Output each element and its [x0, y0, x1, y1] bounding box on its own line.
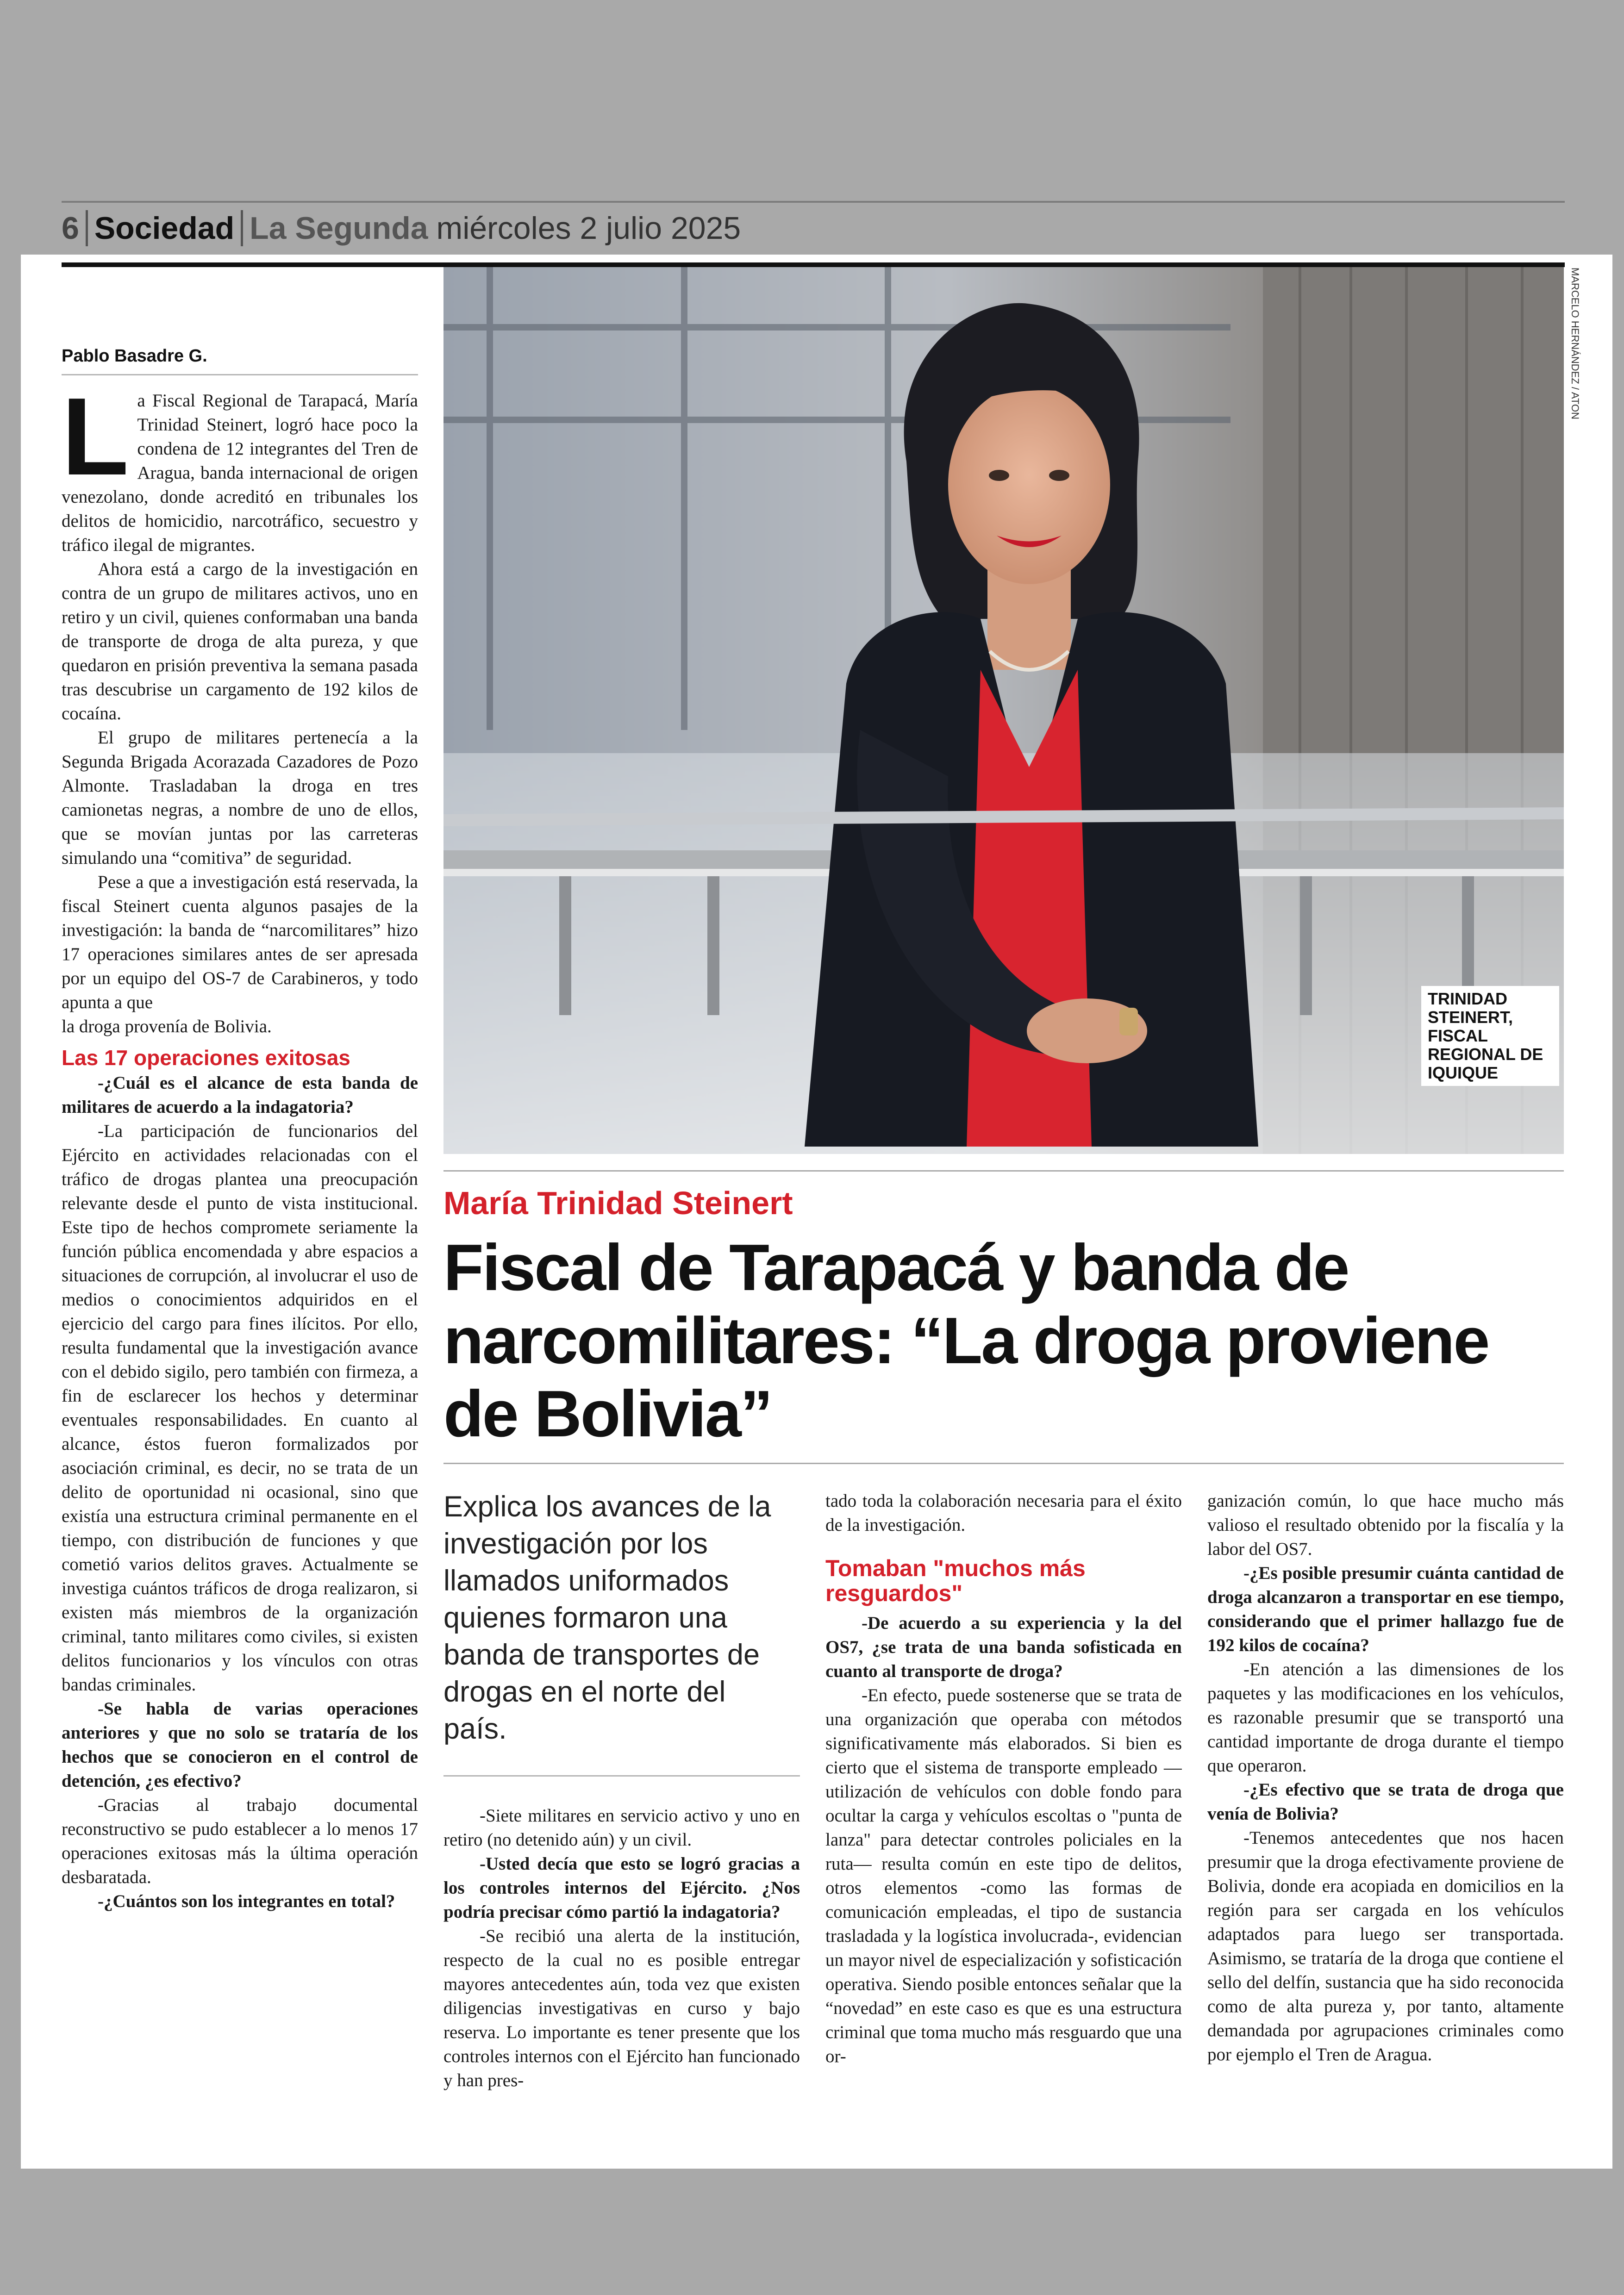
folio-header	[62, 207, 1565, 249]
answer-continued: ganización común, lo que hace mucho más valioso el resultado obtenido por la fiscalía y la labor del OS7.	[1207, 1491, 1564, 1559]
photo-caption: TRINIDAD STEINERT, FISCAL REGIONAL DE IQUIQUE	[1421, 986, 1559, 1086]
answer: -Siete militares en servicio activo y uno en retiro (no detenido aún) y un civil.	[443, 1806, 800, 1850]
subheading: Las 17 operaciones exitosas	[62, 1046, 350, 1070]
portrait-illustration	[443, 267, 1564, 1154]
paragraph: Ahora está a cargo de la investigación en contra de un grupo de militares activos, uno en retiro y un civil, quienes conformaban una banda de transporte de droga de alta pureza, y que quedaron en prisión preventiva la semana pasada tras descubrise un cargamento de 192 kilos de cocaína.	[62, 559, 418, 723]
kicker: María Trinidad Steinert	[443, 1185, 793, 1221]
dek-rule	[443, 1775, 800, 1777]
page-top-rule	[62, 262, 1565, 267]
column-2	[443, 1804, 800, 2128]
headline: Fiscal de Tarapacá y banda de narcomilitares: “La droga proviene de Bolivia”	[443, 1231, 1489, 1451]
dek: Explica los avances de la investigación por los llamados uniformados quienes formaron una banda de transportes de drogas en el norte del país.	[443, 1491, 771, 1745]
photo-credit: MARCELO HERNÁNDEZ / ATON	[1569, 268, 1581, 420]
answer: -En efecto, puede sostenerse que se trata de una organización que operaba con métodos significativamente más elaborados. Si bien es cierto que el sistema de transporte empleado —utilización de vehículos con doble fondo para ocultar la carga y vehículos escoltas o "punta de lanza" para detectar controles policiales en la ruta— resulta común en este tipo de delitos, otros elementos -como las formas de comunicación empleadas, el tipo de sustancia trasladada y la logística involucrada-, evidencian un mayor nivel de especialización y sofisticación operativa. Siendo posible entonces señalar que la “novedad” en este caso es que es una estructura criminal que toma mucho más resguardo que una or-	[825, 1685, 1182, 2066]
folio-separator	[241, 210, 243, 246]
question: -Usted decía que esto se logró gracias a los controles internos del Ejército. ¿Nos podría precisar cómo partió la indagatoria?	[443, 1854, 800, 1922]
question: -¿Es posible presumir cuánta cantidad de droga alcanzaron a transportar en ese tiempo, considerando que el primer hallazgo fue de 192 kilos de cocaína?	[1207, 1563, 1564, 1655]
lead-paragraph	[62, 389, 418, 557]
question: -¿Cuántos son los integrantes en total?	[98, 1891, 395, 1911]
byline-rule	[62, 374, 418, 375]
publication-name: La Segunda	[250, 211, 428, 246]
issue-date: miércoles 2 julio 2025	[436, 211, 741, 246]
question: -¿Cuál es el alcance de esta banda de militares de acuerdo a la indagatoria?	[62, 1073, 418, 1117]
answer-continued: tado toda la colaboración necesaria para el éxito de la investigación.	[825, 1491, 1182, 1535]
left-column	[62, 389, 418, 2129]
answer: -En atención a las dimensiones de los paquetes y las modificaciones en los vehículos, es razonable presumir que se transportó una cantidad importante de droga durante el tiempo que operaron.	[1207, 1659, 1564, 1776]
column-4	[1207, 1489, 1564, 2128]
byline: Pablo Basadre G.	[62, 346, 207, 366]
answer: -La participación de funcionarios del Ejército en actividades relacionadas con el tráfico de drogas plantea una preocupación relevante desde el punto de vista institucional. Este tipo de hechos compromete seriamente la función pública encomendada y abre espacios a situaciones de corrupción, al involucrar el uso de medios o conocimientos adquiridos en el ejercicio del cargo para fines ilícitos. Por ello, resulta fundamental que la investigación avance con el debido sigilo, pero también con firmeza, a fin de esclarecer los hechos y determinar eventuales responsabilidades. En cuanto al alcance, éstos fueron formalizados por asociación criminal, es decir, no se trata de un delito de oportunidad ni ocasional, sino que existía una estructura criminal permanente en el tiempo, con distribución de funciones y que cometió varios delitos graves. Actualmente se investiga cuántos tráficos de droga realizaron, si existen más miembros de la organización criminal, tanto militares como civiles, si existen delitos funcionarios y los vínculos con otras bandas criminales.	[62, 1121, 418, 1695]
lead-text: a Fiscal Regional de Tarapacá, María Trinidad Steinert, logró hace poco la condena de 12 integrantes del Tren de Aragua, banda internacional de origen venezolano, donde acreditó en tribunales los delitos de homicidio, narcotráfico, secuestro y tráfico ilegal de migrantes.	[62, 391, 418, 555]
page-number: 6	[62, 211, 79, 246]
headline-bottom-rule	[443, 1463, 1564, 1464]
subheading: Tomaban "muchos más resguardos"	[825, 1555, 1086, 1606]
folio-separator	[86, 210, 88, 246]
answer: -Tenemos antecedentes que nos hacen presumir que la droga efectivamente proviene de Bolivia, donde era acopiada en domicilios en la región para ser cargada en los vehículos adaptados para luego ser transportada. Asimismo, se trataría de la droga que contiene el sello del delfín, sustancia que ha sido reconocida como de alta pureza y, por tanto, altamente demandada por agrupaciones criminales como por ejemplo el Tren de Aragua.	[1207, 1828, 1564, 2064]
drop-cap: L	[62, 389, 129, 498]
paragraph: Pese a que a investigación está reservada, la fiscal Steinert cuenta algunos pasajes de la investigación: la banda de “narcomilitares” hizo 17 operaciones similares antes de ser apresada por un equipo del OS-7 de Carabineros, y todo apunta a que	[62, 872, 418, 1012]
question: -Se habla de varias operaciones anteriores y que no solo se trataría de los hechos que se conocieron en el control de detención, ¿es efectivo?	[62, 1699, 418, 1791]
question: -¿Es efectivo que se trata de droga que venía de Bolivia?	[1207, 1780, 1564, 1824]
section-name: Sociedad	[94, 211, 235, 246]
portrait-photo	[443, 267, 1564, 1154]
answer: -Se recibió una alerta de la institución, respecto de la cual no es posible entregar mayores antecedentes aún, toda vez que existen diligencias investigativas en curso y bajo reserva. Lo importante es tener presente que los controles internos con el Ejército han funcionado y han pres-	[443, 1926, 800, 2090]
question: -De acuerdo a su experiencia y la del OS7, ¿se trata de una banda sofisticada en cuanto al transporte de droga?	[825, 1613, 1182, 1681]
folio-top-rule	[62, 201, 1565, 203]
paragraph: El grupo de militares pertenecía a la Segunda Brigada Acorazada Cazadores de Pozo Almonte. Trasladaban la droga en tres camionetas negras, a nombre de uno de ellos, que se movían juntas por las carreteras simulando una “comitiva” de seguridad.	[62, 728, 418, 868]
paragraph: la droga provenía de Bolivia.	[62, 1017, 272, 1036]
column-3	[825, 1489, 1182, 2128]
headline-top-rule	[443, 1170, 1564, 1172]
answer: -Gracias al trabajo documental reconstructivo se pudo establecer a lo menos 17 operaciones exitosas más la última operación desbaratada.	[62, 1795, 418, 1887]
